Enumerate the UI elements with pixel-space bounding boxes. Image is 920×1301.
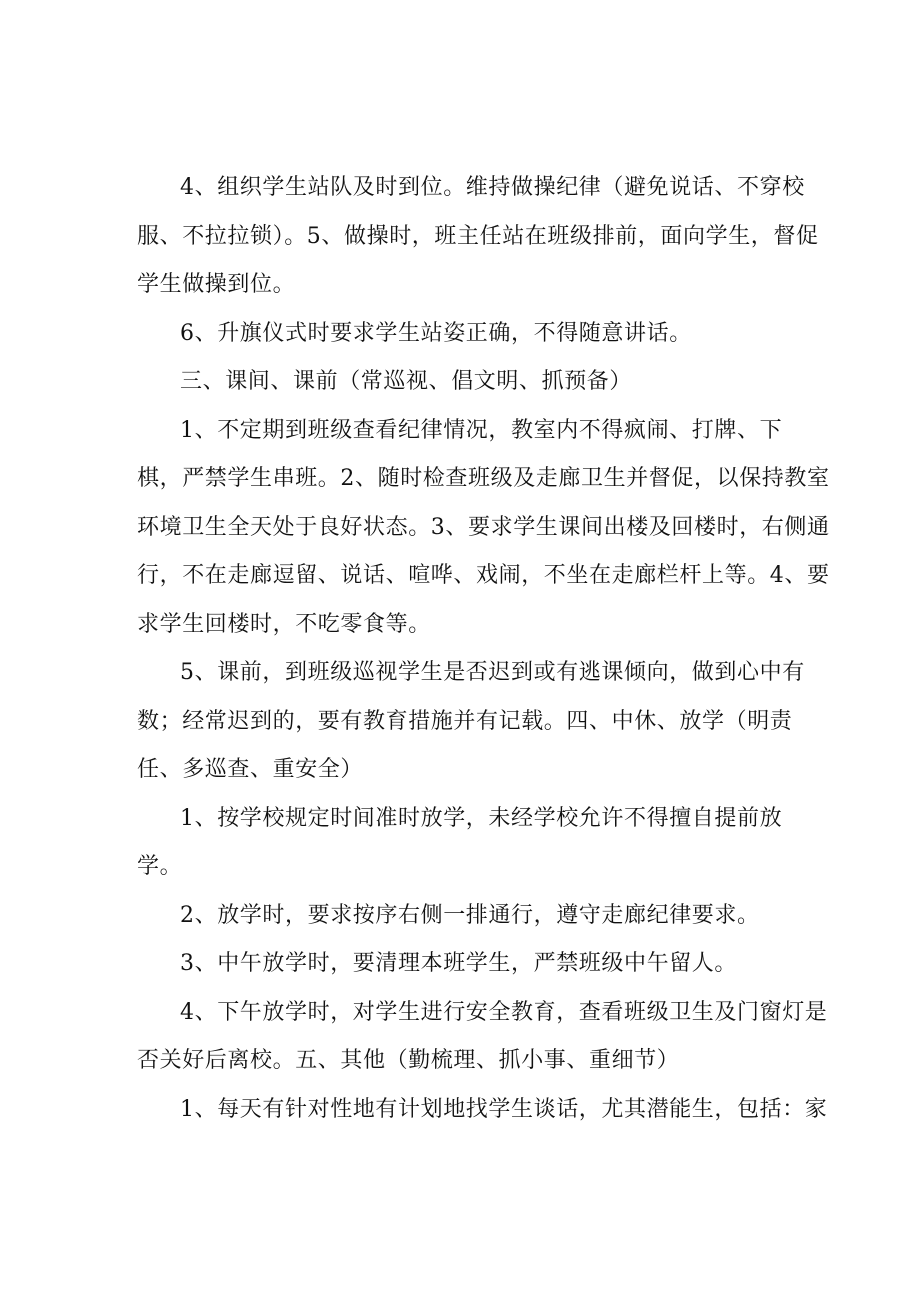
text-line: 4、组织学生站队及时到位。维持做操纪律（避免说话、不穿校: [180, 175, 805, 200]
text-line: 1、按学校规定时间准时放学，未经学校允许不得擅自提前放: [180, 806, 783, 831]
text-line: 棋，严禁学生串班。2、随时检查班级及走廊卫生并督促，以保持教室: [137, 466, 830, 491]
text-line: 学。: [137, 854, 183, 879]
text-line: 1、每天有针对性地有计划地找学生谈话，尤其潜能生，包括：家: [180, 1097, 828, 1122]
text-line: 5、课前，到班级巡视学生是否迟到或有逃课倾向，做到心中有: [180, 660, 805, 685]
text-line: 4、下午放学时，对学生进行安全教育，查看班级卫生及门窗灯是: [180, 1000, 828, 1025]
text-line: 求学生回楼时，不吃零食等。: [137, 612, 431, 637]
text-line: 环境卫生全天处于良好状态。3、要求学生课间出楼及回楼时，右侧通: [137, 515, 830, 540]
text-line: 1、不定期到班级查看纪律情况，教室内不得疯闹、打牌、下: [180, 418, 783, 443]
text-line: 否关好后离校。五、其他（勤梳理、抓小事、重细节）: [137, 1048, 680, 1073]
text-line: 数；经常迟到的，要有教育措施并有记载。四、中休、放学（明责: [137, 709, 793, 734]
text-line: 任、多巡查、重安全）: [137, 757, 364, 782]
text-line: 3、中午放学时，要清理本班学生，严禁班级中午留人。: [180, 951, 737, 976]
section-heading: 三、课间、课前（常巡视、倡文明、抓预备）: [180, 369, 633, 394]
text-line: 6、升旗仪式时要求学生站姿正确，不得随意讲话。: [180, 321, 692, 346]
text-line: 2、放学时，要求按序右侧一排通行，遵守走廊纪律要求。: [180, 903, 760, 928]
text-line: 学生做操到位。: [137, 272, 296, 297]
text-line: 行，不在走廊逗留、说话、喧哗、戏闹，不坐在走廊栏杆上等。4、要: [137, 563, 830, 588]
text-line: 服、不拉拉锁）。5、做操时，班主任站在班级排前，面向学生，督促: [137, 224, 819, 249]
